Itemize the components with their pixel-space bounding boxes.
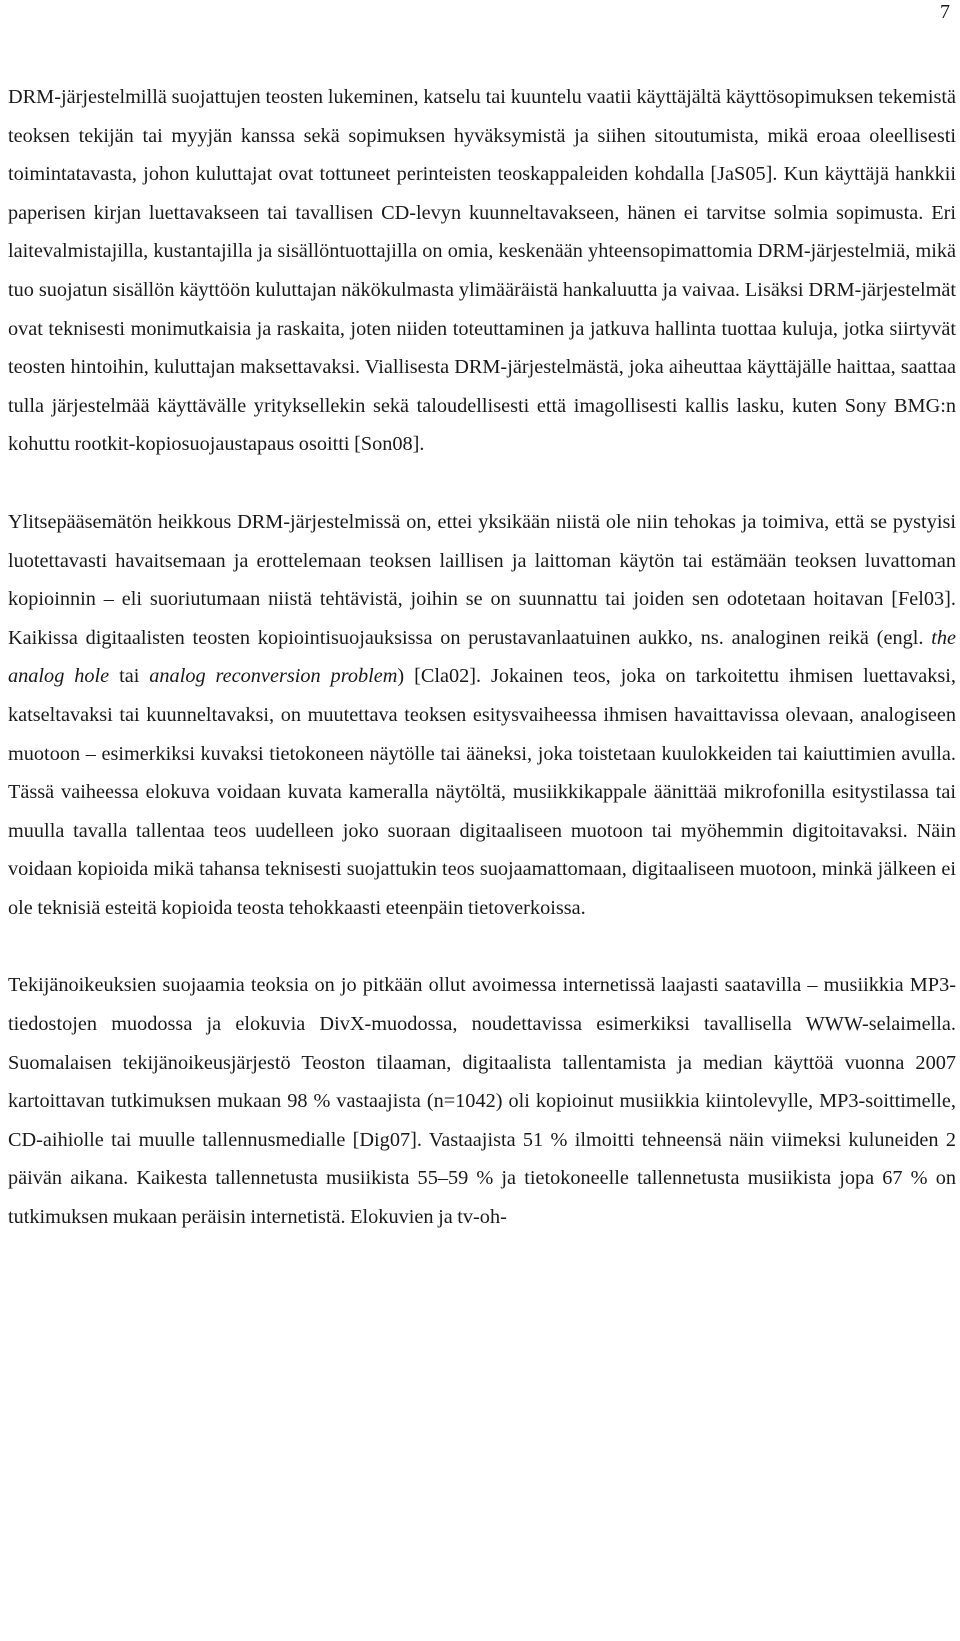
- italic-term: the analog hole: [8, 626, 956, 688]
- text-segment: tai: [109, 665, 150, 688]
- text-segment: ) [Cla02]. Jokainen teos, joka on tarkoitettu ihmisen luettavaksi, katseltavaksi tai kuunneltavaksi, on muutettava teoksen esitysvaiheessa ihmisen havaittavissa olevaan, analogiseen muotoon – esimerkiksi kuvaksi tietokoneen näytölle tai ääneksi, joka toistetaan kuulokkeiden tai kaiuttimien avulla. Tässä vaiheessa elokuva voidaan kuvata kameralla näytöltä, musiikkikappale äänittää mikrofonilla esitystilassa tai muulla tavalla tallentaa teos uudelleen joko suoraan digitaaliseen muotoon tai myöhemmin digitoitavaksi. Näin voidaan kopioida mikä tahansa teknisesti suojattukin teos suojaamattomaan, digitaaliseen muotoon, minkä jälkeen ei ole teknisiä esteitä kopioida teosta tehokkaasti eteenpäin tietoverkoissa.: [8, 665, 956, 919]
- document-body: [8, 78, 956, 1237]
- text-segment: DRM-järjestelmillä suojattujen teosten lukeminen, katselu tai kuuntelu vaatii käyttäjältä käyttösopimuksen tekemistä teoksen tekijän tai myyjän kanssa sekä sopimuksen hyväksymistä ja siihen sitoutumista, mikä eroaa oleellisesti toimintatavasta, johon kuluttajat ovat tottuneet perinteisten teoskappaleiden kohdalla [JaS05]. Kun käyttäjä hankkii paperisen kirjan luettavakseen tai tavallisen CD-levyn kuunneltavakseen, hänen ei tarvitse solmia sopimusta. Eri laitevalmistajilla, kustantajilla ja sisällöntuottajilla on omia, keskenään yhteensopimattomia DRM-järjestelmiä, mikä tuo suojatun sisällön käyttöön kuluttajan näkökulmasta ylimääräistä hankaluutta ja vaivaa. Lisäksi DRM-järjestelmät ovat teknisesti monimutkaisia ja raskaita, joten niiden toteuttaminen ja jatkuva hallinta tuottaa kuluja, jotka siirtyvät teosten hintoihin, kuluttajan maksettavaksi. Viallisesta DRM-järjestelmästä, joka aiheuttaa käyttäjälle haittaa, saattaa tulla järjestelmää käyttävälle yrityksellekin sekä taloudellisesti että imagollisesti kallis lasku, kuten Sony BMG:n kohuttu rootkit-kopiosuojaustapaus osoitti [Son08].: [8, 86, 956, 456]
- paragraph-internet-copying: [8, 966, 956, 1236]
- italic-term: analog reconversion problem: [149, 665, 398, 688]
- paragraph-analog-hole: [8, 503, 956, 928]
- paragraph-drm-usage-agreements: [8, 78, 956, 464]
- text-segment: Ylitsepääsemätön heikkous DRM-järjestelmissä on, ettei yksikään niistä ole niin tehokas ja toimiva, että se pystyisi luotettavasti havaitsemaan ja erottelemaan teoksen laillisen ja laittoman käytön tai estämään teoksen luvattoman kopioinnin – eli suoriutumaan niistä tehtävistä, joihin se on suunnattu tai joiden sen odotetaan hoitavan [Fel03]. Kaikissa digitaalisten teosten kopiointisuojauksissa on perustavanlaatuinen aukko, ns. analoginen reikä (engl.: [8, 510, 956, 649]
- text-segment: Tekijänoikeuksien suojaamia teoksia on jo pitkään ollut avoimessa internetissä laajasti saatavilla – musiikkia MP3-tiedostojen muodossa ja elokuvia DivX-muodossa, noudettavissa esimerkiksi tavallisella WWW-selaimella. Suomalaisen tekijänoikeusjärjestö Teoston tilaaman, digitaalista tallentamista ja median käyttöä vuonna 2007 kartoittavan tutkimuksen mukaan 98 % vastaajista (n=1042) oli kopioinut musiikkia kiintolevylle, MP3-soittimelle, CD-aihiolle tai muulle tallennusmedialle [Dig07]. Vastaajista 51 % ilmoitti tehneensä näin viimeksi kuluneiden 2 päivän aikana. Kaikesta tallennetusta musiikista 55–59 % ja tietokoneelle tallennetusta musiikista jopa 67 % on tutkimuksen mukaan peräisin internetistä. Elokuvien ja tv-oh-: [8, 974, 956, 1229]
- page-number: 7: [940, 1, 950, 23]
